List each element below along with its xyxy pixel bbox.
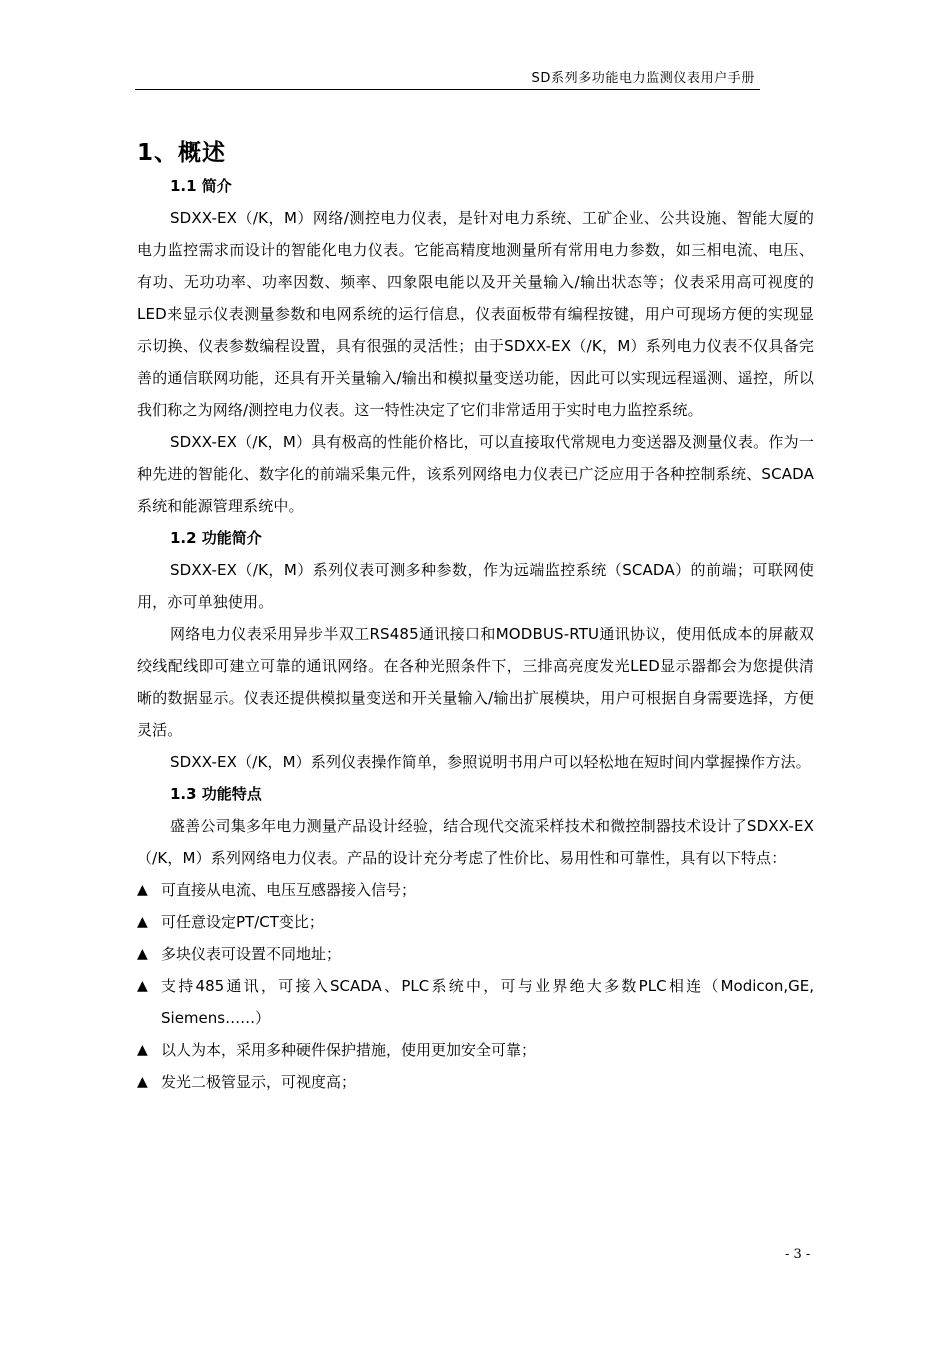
- triangle-bullet-icon: ▲: [137, 1074, 148, 1090]
- page-header: [135, 64, 760, 90]
- paragraph: 盛善公司集多年电力测量产品设计经验，结合现代交流采样技术和微控制器技术设计了SDXX-EX（/K，M）系列网络电力仪表。产品的设计充分考虑了性价比、易用性和可靠性，具有以下特点：: [137, 817, 814, 867]
- page-number: - 3 -: [785, 1247, 811, 1262]
- triangle-bullet-icon: ▲: [137, 882, 148, 898]
- paragraph: SDXX-EX（/K，M）系列仪表可测多种参数，作为远端监控系统（SCADA）的前端；可联网使用，亦可单独使用。: [137, 561, 814, 611]
- list-item-text: 可直接从电流、电压互感器接入信号；: [161, 881, 417, 899]
- document-body: [137, 136, 814, 1098]
- section-title-features: 1.3 功能特点: [170, 785, 262, 803]
- paragraph: 网络电力仪表采用异步半双工RS485通讯接口和MODBUS-RTU通讯协议，使用低成本的屏蔽双绞线配线即可建立可靠的通讯网络。在各种光照条件下，三排高亮度发光LED显示器都会为您提供清晰的数据显示。仪表还提供模拟量变送和开关量输入/输出扩展模块，用户可根据自身需要选择，方便灵活。: [137, 625, 814, 739]
- header-title: SD系列多功能电力监测仪表用户手册: [531, 71, 755, 86]
- triangle-bullet-icon: ▲: [137, 946, 148, 962]
- feature-list: [137, 874, 814, 1098]
- list-item: [137, 874, 814, 906]
- list-item: [137, 906, 814, 938]
- list-item: [137, 1034, 814, 1066]
- section-title-function-intro: 1.2 功能简介: [170, 529, 262, 547]
- section-title-intro: 1.1 简介: [170, 177, 232, 195]
- list-item-text: 以人为本，采用多种硬件保护措施，使用更加安全可靠；: [161, 1041, 537, 1059]
- paragraph: SDXX-EX（/K，M）具有极高的性能价格比，可以直接取代常规电力变送器及测量仪表。作为一种先进的智能化、数字化的前端采集元件，该系列网络电力仪表已广泛应用于各种控制系统、SCADA系统和能源管理系统中。: [137, 433, 814, 515]
- list-item-text: 发光二极管显示，可视度高；: [161, 1073, 357, 1091]
- list-item: [137, 1066, 814, 1098]
- list-item-text: 可任意设定PT/CT变比；: [161, 913, 324, 931]
- triangle-bullet-icon: ▲: [137, 914, 148, 930]
- paragraph: SDXX-EX（/K，M）网络/测控电力仪表，是针对电力系统、工矿企业、公共设施、智能大厦的电力监控需求而设计的智能化电力仪表。它能高精度地测量所有常用电力参数，如三相电流、电压、有功、无功功率、功率因数、频率、四象限电能以及开关量输入/输出状态等；仪表采用高可视度的LED来显示仪表测量参数和电网系统的运行信息，仪表面板带有编程按键，用户可现场方便的实现显示切换、仪表参数编程设置，具有很强的灵活性；由于SDXX-EX（/K，M）系列电力仪表不仅具备完善的通信联网功能，还具有开关量输入/输出和模拟量变送功能，因此可以实现远程遥测、遥控，所以我们称之为网络/测控电力仪表。这一特性决定了它们非常适用于实时电力监控系统。: [137, 209, 814, 419]
- chapter-title: 1、概述: [137, 140, 227, 166]
- triangle-bullet-icon: ▲: [137, 1042, 148, 1058]
- list-item-text: 支持485通讯，可接入SCADA、PLC系统中，可与业界绝大多数PLC相连（Modicon,GE, Siemens……）: [161, 977, 814, 1027]
- list-item: [137, 970, 814, 1034]
- list-item: [137, 938, 814, 970]
- paragraph: SDXX-EX（/K，M）系列仪表操作简单，参照说明书用户可以轻松地在短时间内掌握操作方法。: [170, 753, 811, 771]
- triangle-bullet-icon: ▲: [137, 978, 148, 994]
- list-item-text: 多块仪表可设置不同地址；: [161, 945, 342, 963]
